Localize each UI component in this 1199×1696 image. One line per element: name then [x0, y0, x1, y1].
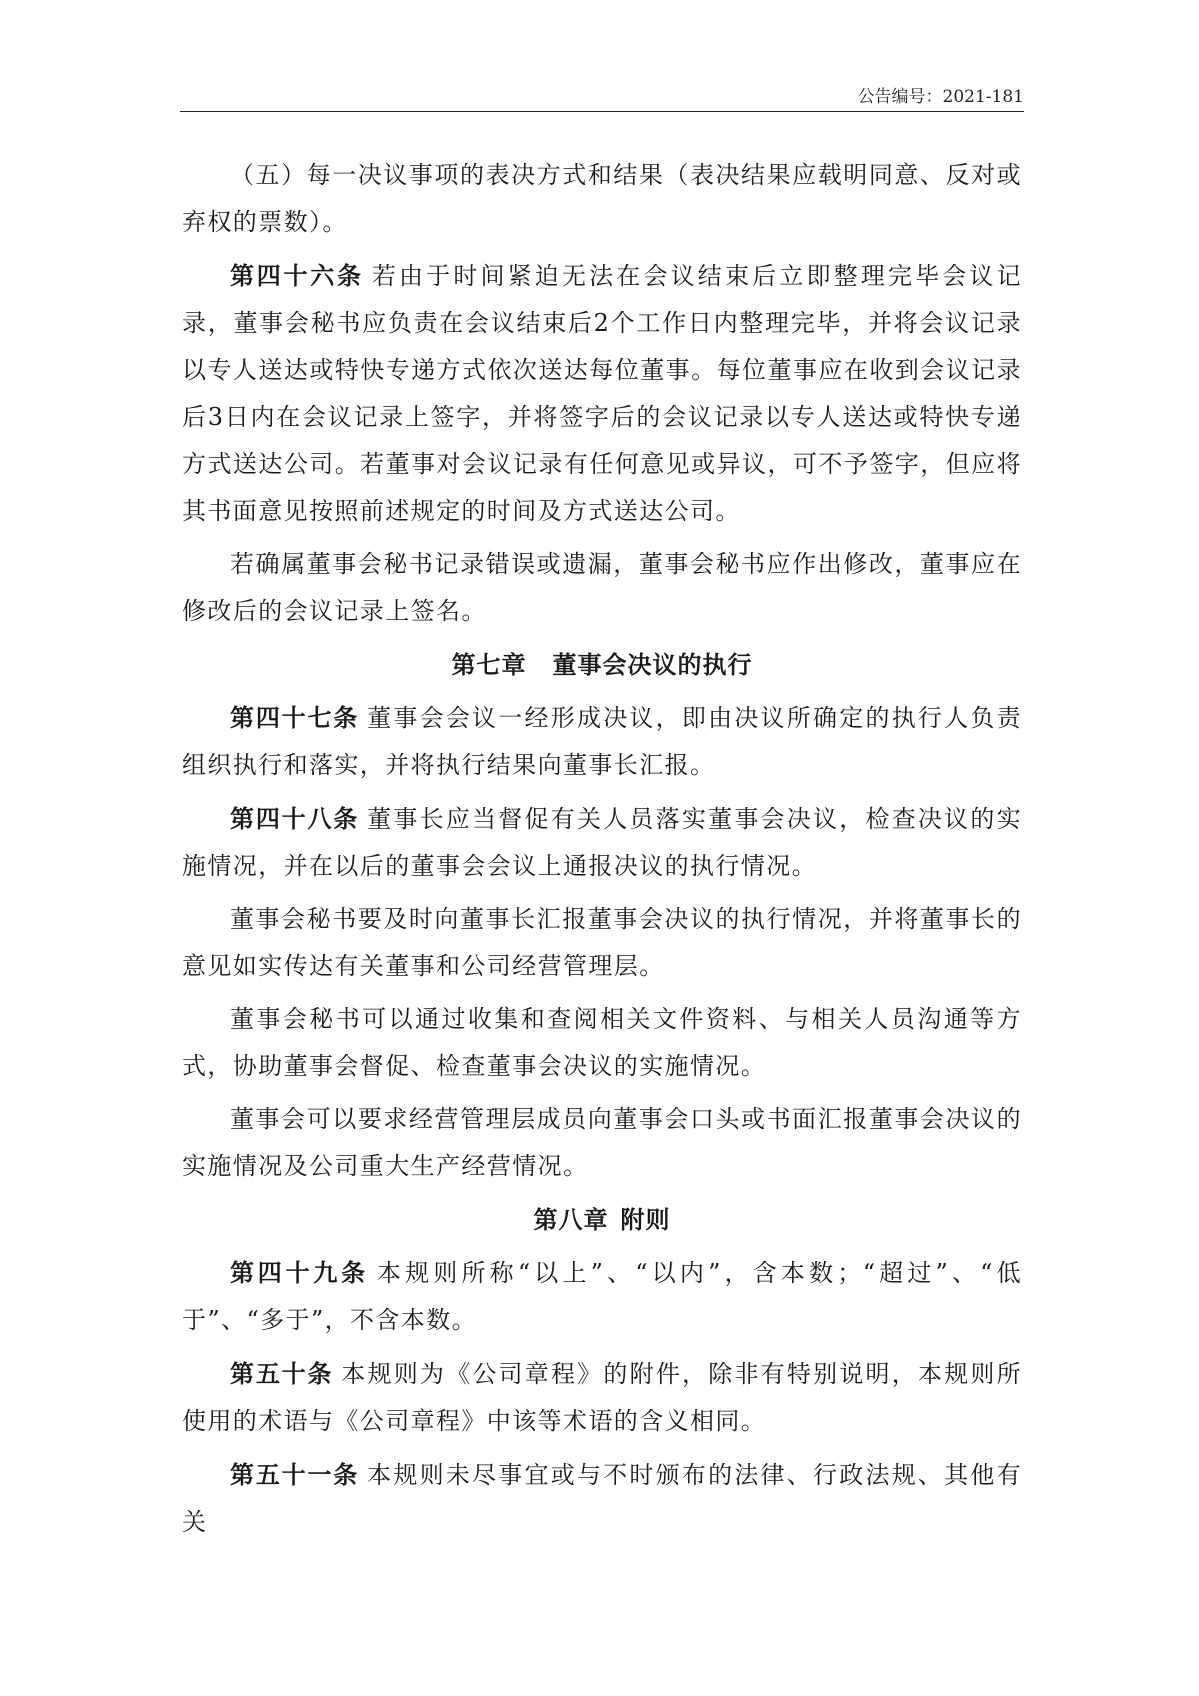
article-50-label: 第五十条	[230, 1359, 334, 1388]
article-50-text: 本规则为《公司章程》的附件，除非有特别说明，本规则所使用的术语与《公司章程》中该等术语的含义相同。	[182, 1360, 1023, 1435]
chapter-7-title: 董事会决议的执行	[552, 650, 753, 679]
chapter-8-number: 第八章	[533, 1205, 609, 1234]
article-49	[182, 1249, 1022, 1344]
article-46	[182, 252, 1022, 535]
announcement-number: 公告编号：2021-181	[857, 87, 1024, 107]
article-46-text: 若由于时间紧迫无法在会议结束后立即整理完毕会议记录，董事会秘书应负责在会议结束后2个工作日内整理完毕，并将会议记录以专人送达或特快专递方式依次送达每位董事。每位董事应在收到会议记录后3日内在会议记录上签字，并将签字后的会议记录以专人送达或特快专递方式送达公司。若董事对会议记录有任何意见或异议，可不予签字，但应将其书面意见按照前述规定的时间及方式送达公司。	[182, 262, 1022, 525]
paragraph-board-request: 董事会可以要求经营管理层成员向董事会口头或书面汇报董事会决议的实施情况及公司重大生产经营情况。	[182, 1105, 1022, 1180]
article-49-label: 第四十九条	[230, 1258, 369, 1287]
article-51-label: 第五十一条	[230, 1460, 360, 1489]
paragraph-item-5: （五）每一决议事项的表决方式和结果（表决结果应载明同意、反对或弃权的票数）。	[182, 161, 1022, 236]
article-51	[182, 1451, 1022, 1546]
article-47-label: 第四十七条	[230, 703, 360, 732]
article-47	[182, 694, 1022, 789]
article-50	[182, 1350, 1022, 1445]
article-47-text: 董事会会议一经形成决议，即由决议所确定的执行人负责组织执行和落实，并将执行结果向董事长汇报。	[182, 704, 1023, 779]
article-48	[182, 795, 1022, 890]
chapter-7-heading	[182, 641, 1022, 688]
chapter-8-heading	[182, 1196, 1022, 1243]
article-51-text: 本规则未尽事宜或与不时颁布的法律、行政法规、其他有关	[182, 1461, 1023, 1536]
chapter-8-title: 附则	[620, 1205, 671, 1234]
article-49-text: 本规则所称“以上”、“以内”，含本数；“超过”、“低于”、“多于”，不含本数。	[182, 1259, 1022, 1334]
article-46-label: 第四十六条	[230, 261, 364, 290]
paragraph-secretary-assist: 董事会秘书可以通过收集和查阅相关文件资料、与相关人员沟通等方式，协助董事会督促、检查董事会决议的实施情况。	[182, 1005, 1022, 1080]
article-48-text: 董事长应当督促有关人员落实董事会决议，检查决议的实施情况，并在以后的董事会会议上通报决议的执行情况。	[182, 805, 1023, 880]
chapter-7-number: 第七章	[451, 650, 527, 679]
document-body	[182, 152, 1022, 1552]
header-divider	[180, 111, 1024, 112]
paragraph-secretary-report: 董事会秘书要及时向董事长汇报董事会决议的执行情况，并将董事长的意见如实传达有关董事和公司经营管理层。	[182, 905, 1022, 980]
paragraph-correction: 若确属董事会秘书记录错误或遗漏，董事会秘书应作出修改，董事应在修改后的会议记录上签名。	[182, 550, 1022, 625]
article-48-label: 第四十八条	[230, 804, 360, 833]
